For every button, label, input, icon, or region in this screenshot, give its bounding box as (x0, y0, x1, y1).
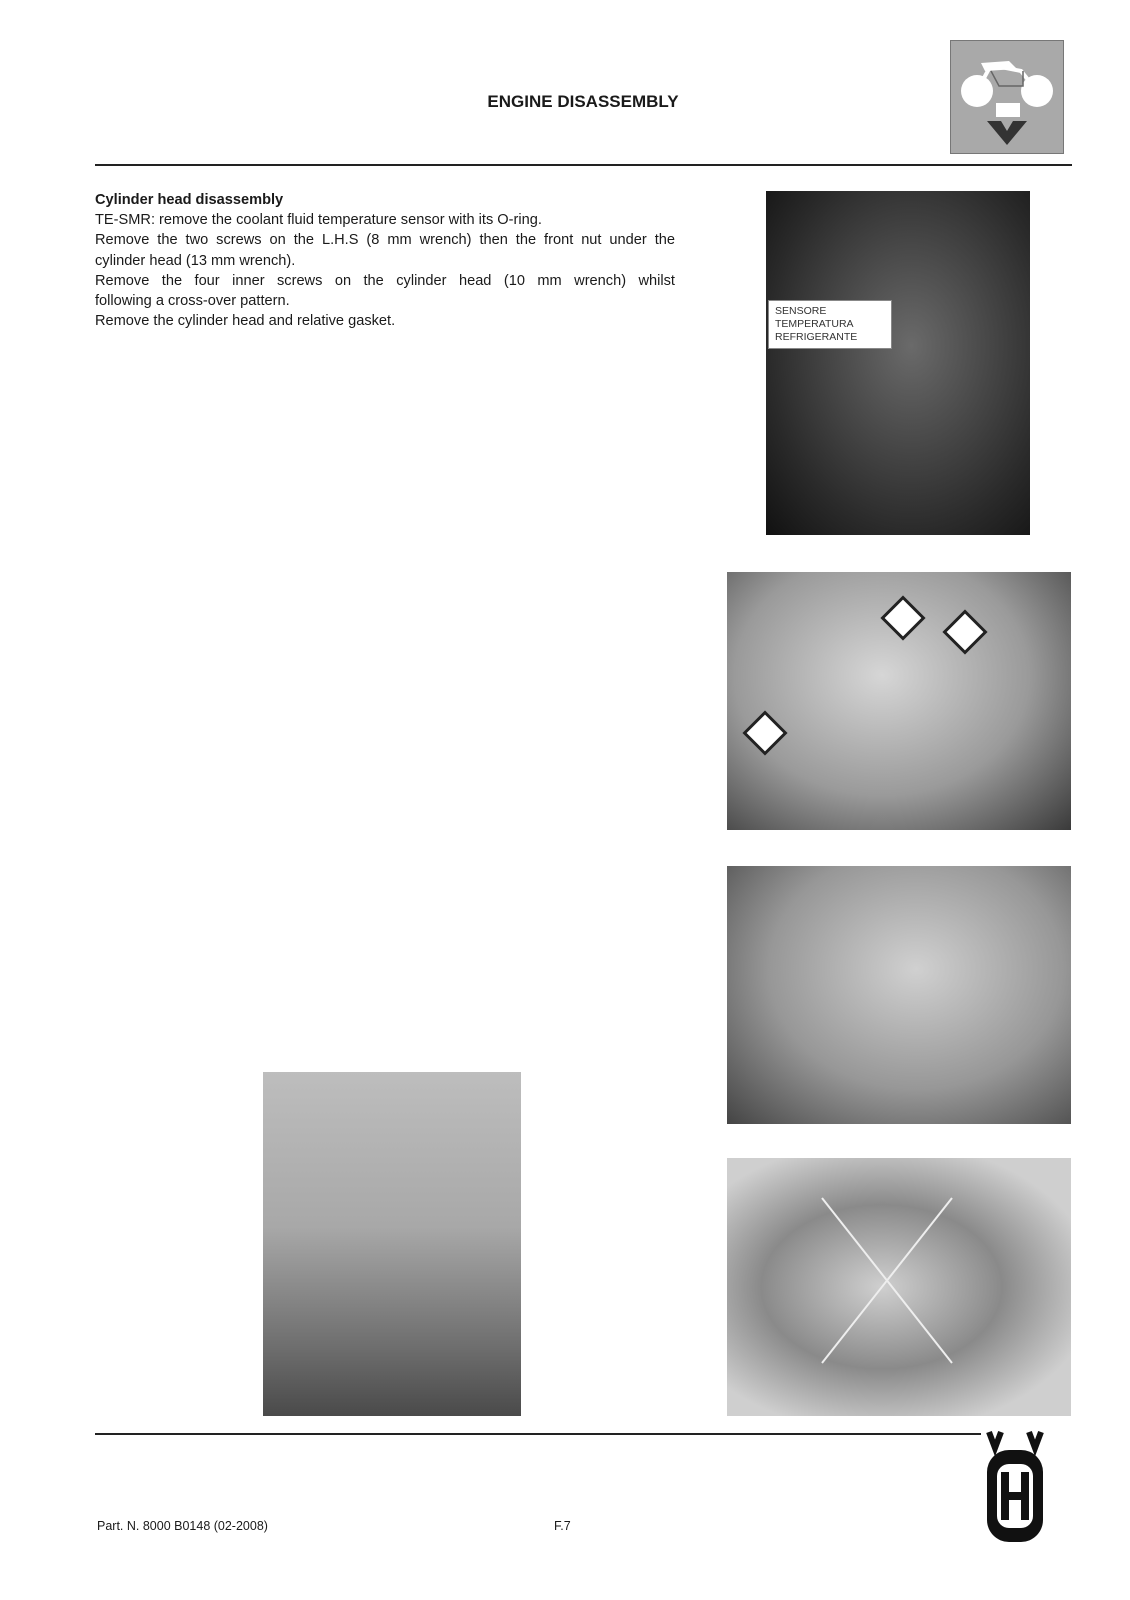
arrow-icon (742, 710, 787, 755)
arrow-icon (880, 595, 925, 640)
label-line: SENSORE (775, 305, 827, 317)
photo-lhs-screws (727, 572, 1071, 830)
sensor-label (768, 300, 892, 349)
instruction-line: Remove the cylinder head and relative gasket. (95, 313, 396, 330)
page-title: ENGINE DISASSEMBLY (487, 92, 679, 111)
instruction-line: Remove the four inner screws on the cylinder head (10 mm wrench) whilst (95, 272, 675, 289)
photo-temperature-sensor (766, 191, 1030, 535)
motorcycle-disassembly-icon (950, 40, 1064, 154)
label-line: TEMPERATURA (775, 318, 854, 330)
instructions (95, 190, 675, 331)
label-line: REFRIGERANTE (775, 331, 858, 343)
arrow-icon (942, 609, 987, 654)
photo-cylinder-head-removal (263, 1072, 521, 1416)
section-heading: Cylinder head disassembly (95, 192, 284, 208)
photo-front-nut (727, 866, 1071, 1124)
footer-divider (95, 1433, 981, 1435)
instruction-line: Remove the two screws on the L.H.S (8 mm wrench) then the front nut under the (95, 232, 675, 249)
husqvarna-logo (983, 1428, 1047, 1548)
photo-inner-screws-cross-pattern (727, 1158, 1071, 1416)
header-divider (95, 164, 1072, 166)
instruction-line: cylinder head (13 mm wrench). (95, 252, 296, 269)
cross-pattern-lines (727, 1158, 1071, 1416)
instruction-line: TE-SMR: remove the coolant fluid temperature sensor with its O-ring. (95, 212, 542, 229)
page-number: F.7 (554, 1519, 571, 1533)
instruction-line: following a cross-over pattern. (95, 293, 290, 310)
part-number: Part. N. 8000 B0148 (02-2008) (97, 1519, 268, 1533)
